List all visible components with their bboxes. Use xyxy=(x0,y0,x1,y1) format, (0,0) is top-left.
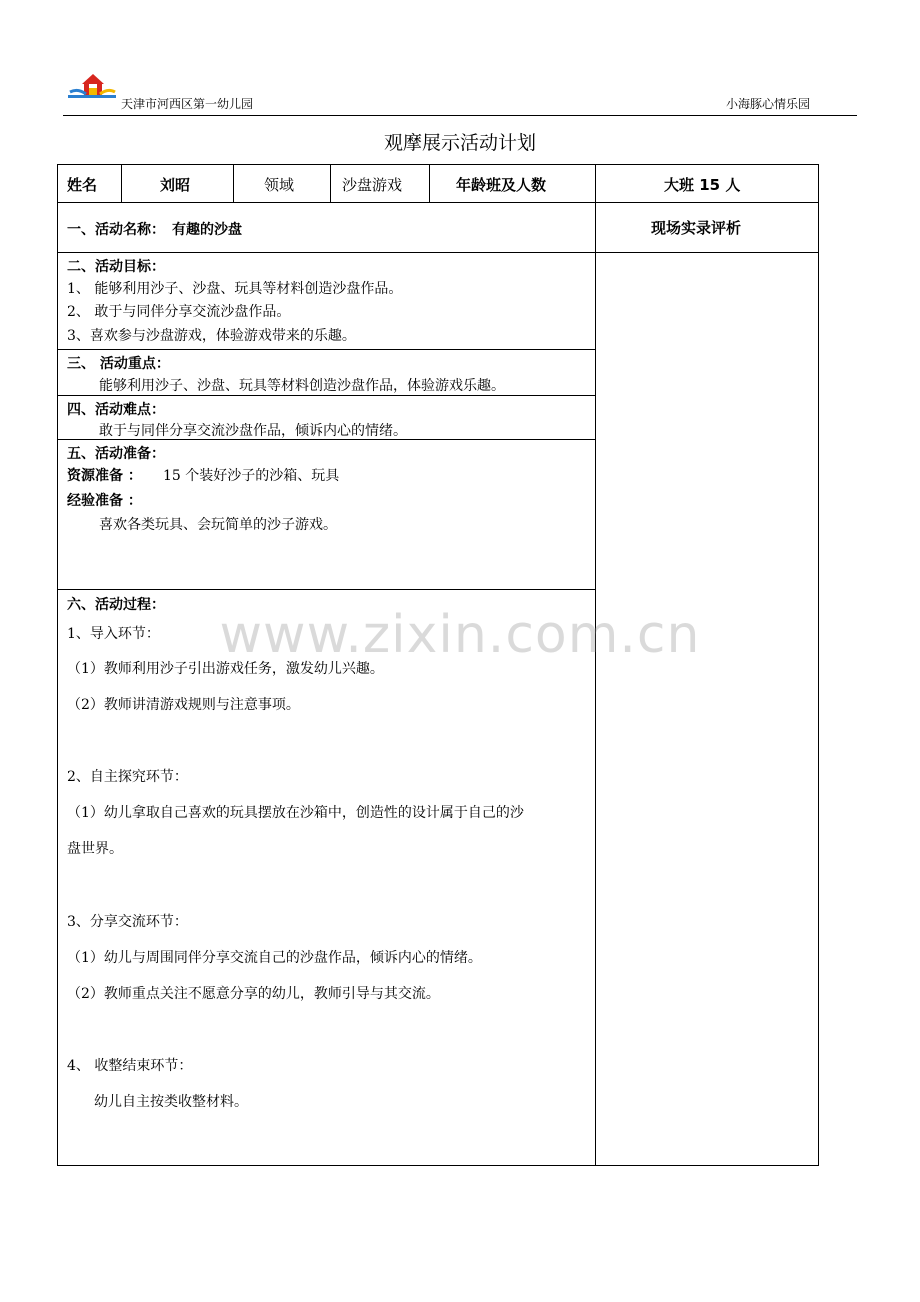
experience-label: 经验准备 ： xyxy=(67,493,142,509)
row-divider xyxy=(58,395,595,396)
resource-text: 15 个装好沙子的沙箱、玩具 xyxy=(163,468,340,484)
col-divider xyxy=(429,165,430,202)
process-line: （2）教师讲清游戏规则与注意事项。 xyxy=(67,697,300,713)
col-divider xyxy=(595,165,596,1165)
goals-heading: 二、活动目标： xyxy=(67,259,165,275)
difficulty-text: 敢于与同伴分享交流沙盘作品，倾诉内心的情绪。 xyxy=(99,423,407,439)
review-header: 现场实录评析 xyxy=(651,219,742,237)
col-divider xyxy=(233,165,234,202)
process-line: （1）教师利用沙子引出游戏任务，激发幼儿兴趣。 xyxy=(67,661,384,677)
plan-table xyxy=(57,164,819,1166)
kindergarten-logo-icon xyxy=(68,70,116,100)
process-heading: 六、活动过程： xyxy=(67,597,165,613)
keypoint-text: 能够利用沙子、沙盘、玩具等材料创造沙盘作品，体验游戏乐趣。 xyxy=(99,378,505,394)
process-line: 4、 收整结束环节： xyxy=(67,1058,193,1074)
watermark: www.zixin.com.cn xyxy=(219,605,701,665)
row-divider xyxy=(58,202,818,203)
process-line: 3、分享交流环节： xyxy=(67,914,188,930)
activity-name: 一、活动名称： 有趣的沙盘 xyxy=(67,222,242,238)
school-name: 天津市河西区第一幼儿园 xyxy=(121,97,254,111)
name-label: 姓名 xyxy=(67,176,98,194)
difficulty-heading: 四、活动难点： xyxy=(67,402,165,418)
page-title: 观摩展示活动计划 xyxy=(383,132,536,154)
goal-item: 2、 敢于与同伴分享交流沙盘作品。 xyxy=(67,304,291,320)
process-line: 1、导入环节： xyxy=(67,626,160,642)
col-divider xyxy=(121,165,122,202)
row-divider xyxy=(58,252,818,253)
preparation-heading: 五、活动准备： xyxy=(67,446,165,462)
goal-item: 1、 能够利用沙子、沙盘、玩具等材料创造沙盘作品。 xyxy=(67,281,403,297)
field-label: 领域 xyxy=(264,176,295,194)
process-line: 盘世界。 xyxy=(67,841,123,857)
name-value: 刘昭 xyxy=(160,176,191,194)
header-divider xyxy=(63,115,857,116)
age-value: 大班 15 人 xyxy=(664,176,741,194)
experience-text: 喜欢各类玩具、会玩简单的沙子游戏。 xyxy=(99,517,337,533)
process-line: （2）教师重点关注不愿意分享的幼儿，教师引导与其交流。 xyxy=(67,986,440,1002)
resource-label: 资源准备 ： xyxy=(67,468,142,484)
row-divider xyxy=(58,349,595,350)
row-divider xyxy=(58,589,595,590)
goal-item: 3、喜欢参与沙盘游戏，体验游戏带来的乐趣。 xyxy=(67,328,356,344)
garden-name: 小海豚心情乐园 xyxy=(725,97,810,111)
process-line: （1）幼儿拿取自己喜欢的玩具摆放在沙箱中，创造性的设计属于自己的沙 xyxy=(67,805,524,821)
process-line: 幼儿自主按类收整材料。 xyxy=(94,1094,248,1110)
keypoint-heading: 三、 活动重点： xyxy=(67,356,170,372)
col-divider xyxy=(330,165,331,202)
process-line: （1）幼儿与周围同伴分享交流自己的沙盘作品，倾诉内心的情绪。 xyxy=(67,950,482,966)
field-value: 沙盘游戏 xyxy=(342,176,403,194)
process-line: 2、自主探究环节： xyxy=(67,769,188,785)
age-label: 年龄班及人数 xyxy=(456,176,547,194)
